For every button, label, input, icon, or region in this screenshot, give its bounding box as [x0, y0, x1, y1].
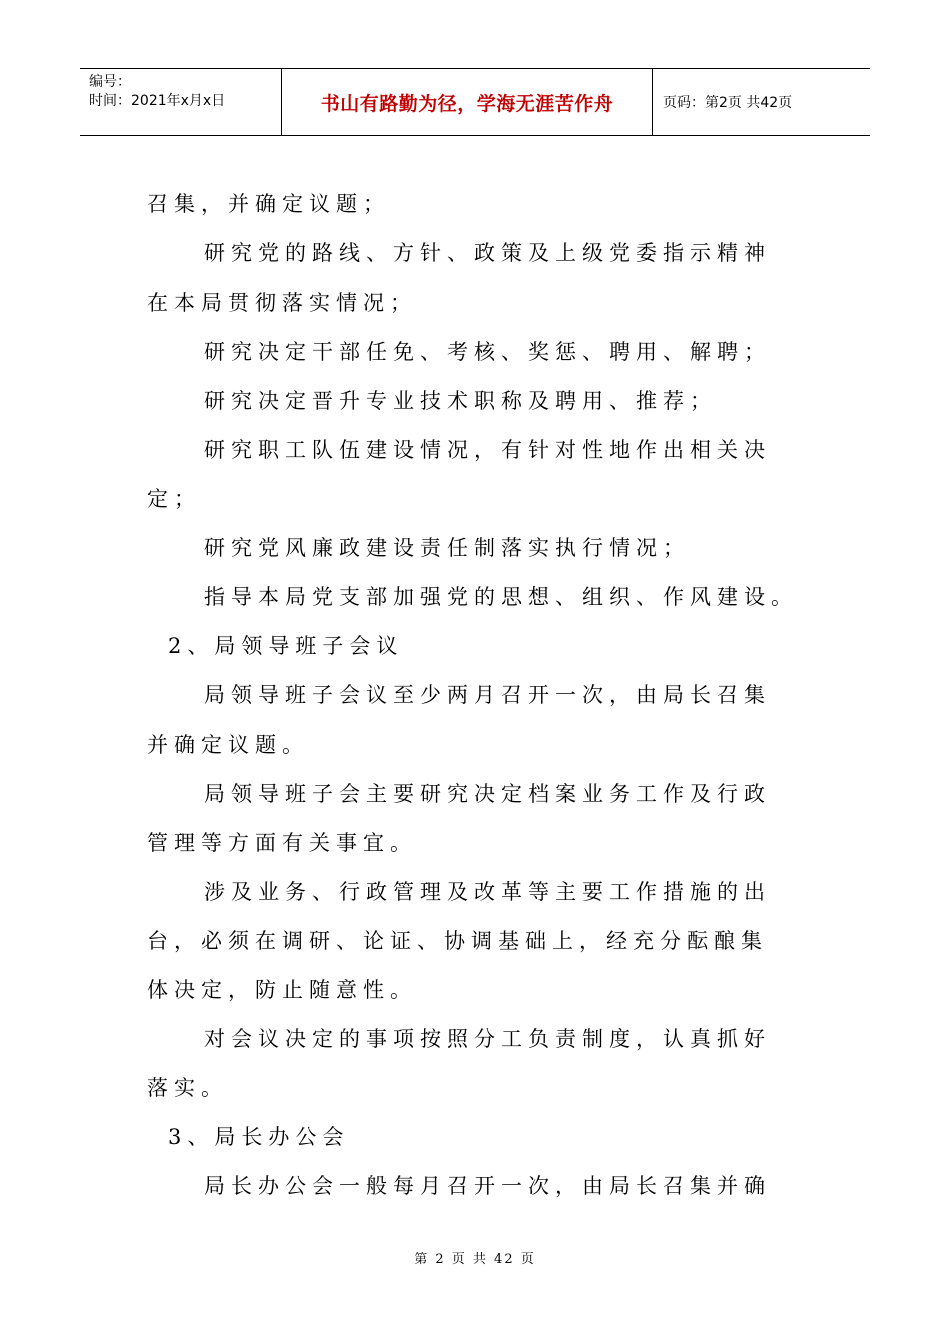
body-line: 召集，并确定议题； — [147, 192, 390, 216]
header-meta — [80, 69, 281, 135]
body-line: 台，必须在调研、论证、协调基础上，经充分酝酿集 — [147, 929, 768, 953]
body-line: 研究决定干部任免、考核、奖惩、聘用、解聘； — [204, 340, 771, 364]
body-line: 对会议决定的事项按照分工负责制度，认真抓好 — [204, 1027, 771, 1051]
body-line: 局领导班子会议至少两月召开一次，由局长召集 — [204, 683, 771, 707]
body-line: 并确定议题。 — [147, 733, 309, 757]
body-line: 落实。 — [147, 1076, 228, 1100]
body-line: 研究党风廉政建设责任制落实执行情况； — [204, 536, 690, 560]
body-line: 涉及业务、行政管理及改革等主要工作措施的出 — [204, 880, 771, 904]
section-heading: 3、局长办公会 — [168, 1125, 350, 1149]
body-line: 研究职工队伍建设情况，有针对性地作出相关决 — [204, 438, 771, 462]
document-time-label: 时间：2021年x月x日 — [89, 93, 226, 109]
body-line: 研究党的路线、方针、政策及上级党委指示精神 — [204, 241, 771, 265]
header-page-info: 页码：第2页 共42页 — [663, 95, 793, 111]
page-footer: 第 2 页 共 42 页 — [414, 1252, 536, 1267]
section-heading: 2、局领导班子会议 — [168, 634, 404, 658]
body-line: 管理等方面有关事宜。 — [147, 831, 417, 855]
body-line: 指导本局党支部加强党的思想、组织、作风建设。 — [204, 585, 798, 609]
header-motto: 书山有路勤为径，学海无涯苦作舟 — [281, 69, 653, 135]
page-header — [80, 68, 870, 136]
body-line: 局领导班子会主要研究决定档案业务工作及行政 — [204, 782, 771, 806]
body-line: 在本局贯彻落实情况； — [147, 291, 417, 315]
body-line: 局长办公会一般每月召开一次，由局长召集并确 — [204, 1174, 771, 1198]
body-line: 定； — [147, 487, 201, 511]
body-line: 体决定，防止随意性。 — [147, 978, 417, 1002]
body-line: 研究决定晋升专业技术职称及聘用、推荐； — [204, 389, 717, 413]
document-number-label: 编号： — [89, 74, 131, 90]
